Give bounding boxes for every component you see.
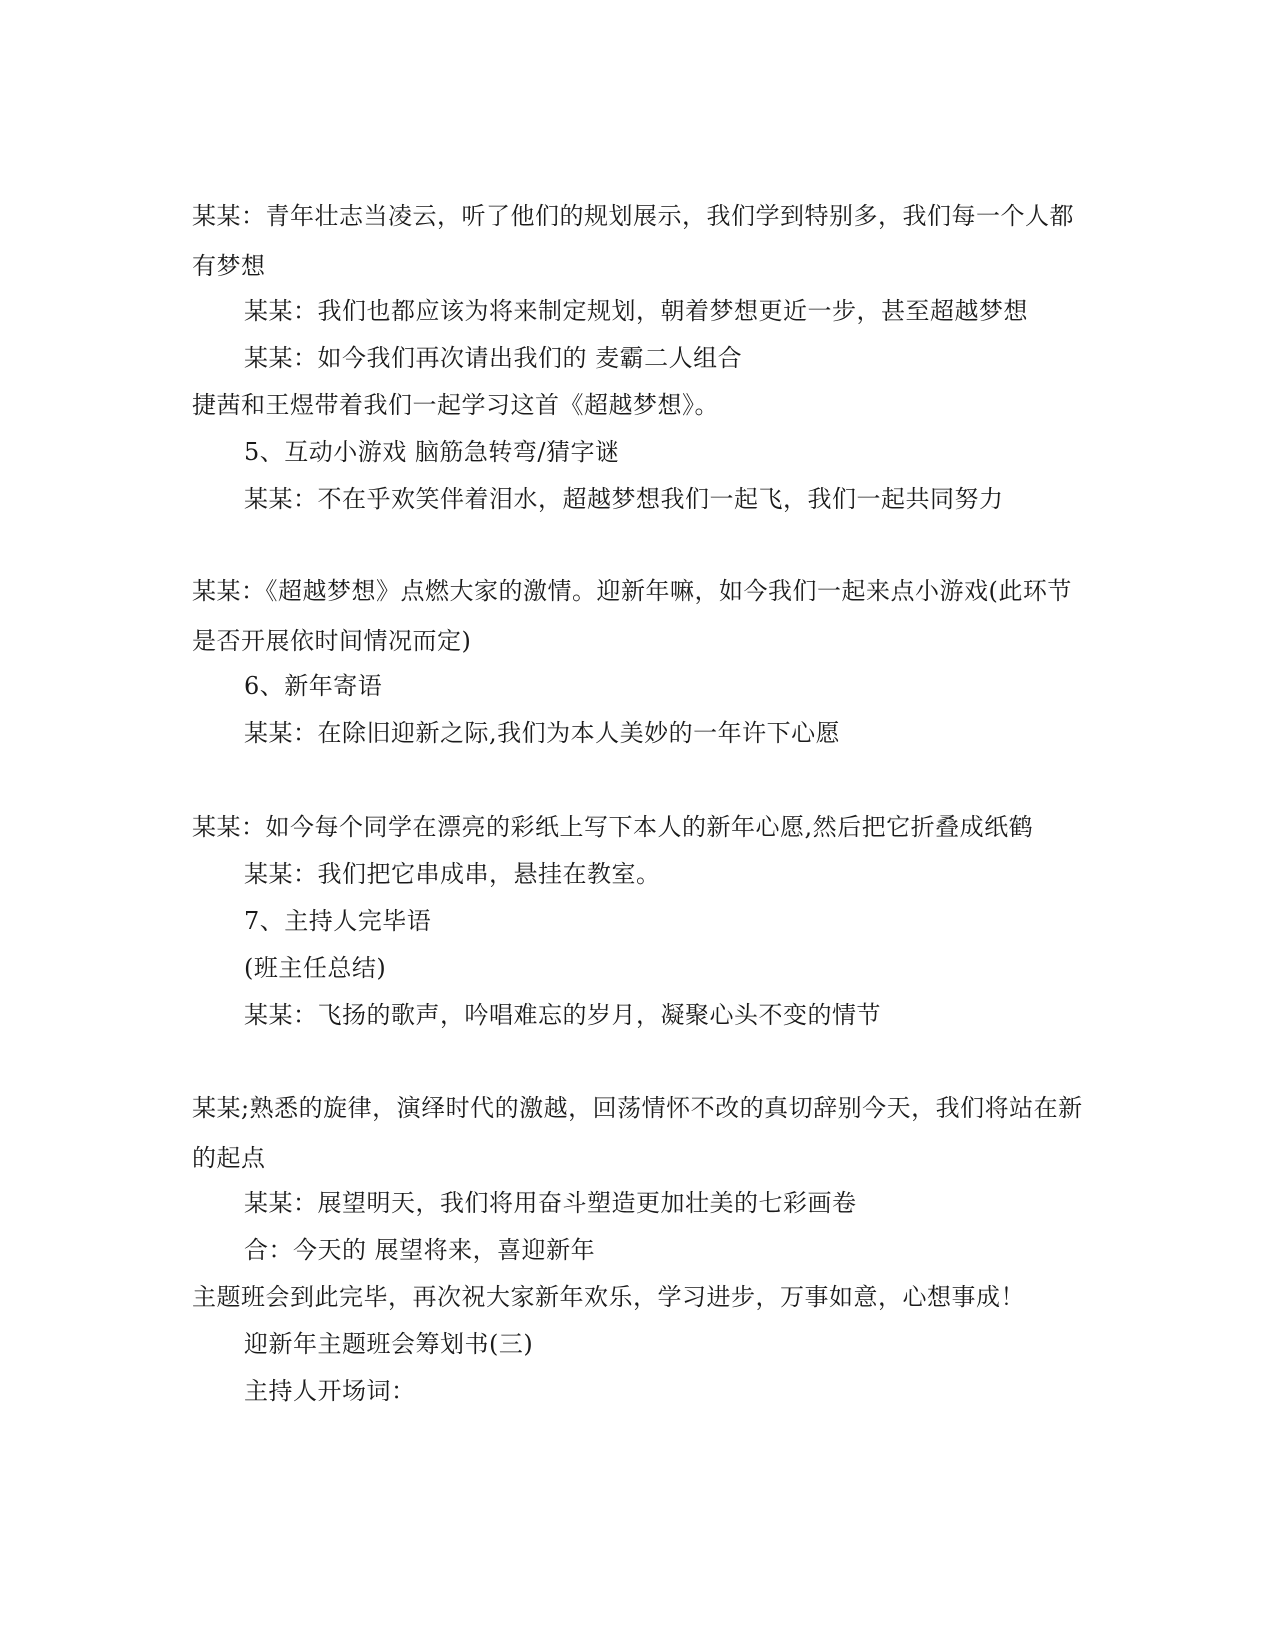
paragraph-7: 某某：《超越梦想》点燃大家的激情。迎新年嘛，如今我们一起来点小游戏(此环节是否开展依时间情况而定) bbox=[192, 577, 1072, 655]
paragraph-16: 某某：展望明天，我们将用奋斗塑造更加壮美的七彩画卷 bbox=[244, 1189, 857, 1217]
paragraph-9: 某某：在除旧迎新之际,我们为本人美妙的一年许下心愿 bbox=[244, 719, 841, 747]
paragraph-19: 迎新年主题班会筹划书(三) bbox=[244, 1330, 534, 1358]
paragraph-10: 某某：如今每个同学在漂亮的彩纸上写下本人的新年心愿,然后把它折叠成纸鹤 bbox=[192, 813, 1034, 841]
paragraph-17: 合：今天的 展望将来，喜迎新年 bbox=[244, 1236, 596, 1264]
paragraph-1: 某某：青年壮志当凌云，听了他们的规划展示，我们学到特别多，我们每一个人都有梦想 bbox=[192, 202, 1074, 280]
paragraph-5: 5、互动小游戏 脑筋急转弯/猜字谜 bbox=[244, 438, 620, 466]
paragraph-13: (班主任总结) bbox=[244, 954, 387, 982]
paragraph-3: 某某：如今我们再次请出我们的 麦霸二人组合 bbox=[244, 344, 743, 372]
paragraph-20: 主持人开场词： bbox=[244, 1377, 416, 1405]
paragraph-6: 某某：不在乎欢笑伴着泪水，超越梦想我们一起飞，我们一起共同努力 bbox=[244, 485, 1004, 513]
paragraph-15: 某某;熟悉的旋律，演绎时代的激越，回荡情怀不改的真切辞别今天，我们将站在新的起点 bbox=[192, 1094, 1083, 1172]
paragraph-11: 某某：我们把它串成串，悬挂在教室。 bbox=[244, 860, 661, 888]
paragraph-2: 某某：我们也都应该为将来制定规划，朝着梦想更近一步，甚至超越梦想 bbox=[244, 297, 1028, 325]
paragraph-12: 7、主持人完毕语 bbox=[244, 907, 432, 935]
paragraph-18: 主题班会到此完毕，再次祝大家新年欢乐，学习进步，万事如意，心想事成！ bbox=[192, 1283, 1025, 1311]
paragraph-14: 某某：飞扬的歌声，吟唱难忘的岁月，凝聚心头不变的情节 bbox=[244, 1001, 881, 1029]
paragraph-4: 捷茜和王煜带着我们一起学习这首《超越梦想》。 bbox=[192, 391, 719, 419]
paragraph-8: 6、新年寄语 bbox=[244, 672, 383, 700]
